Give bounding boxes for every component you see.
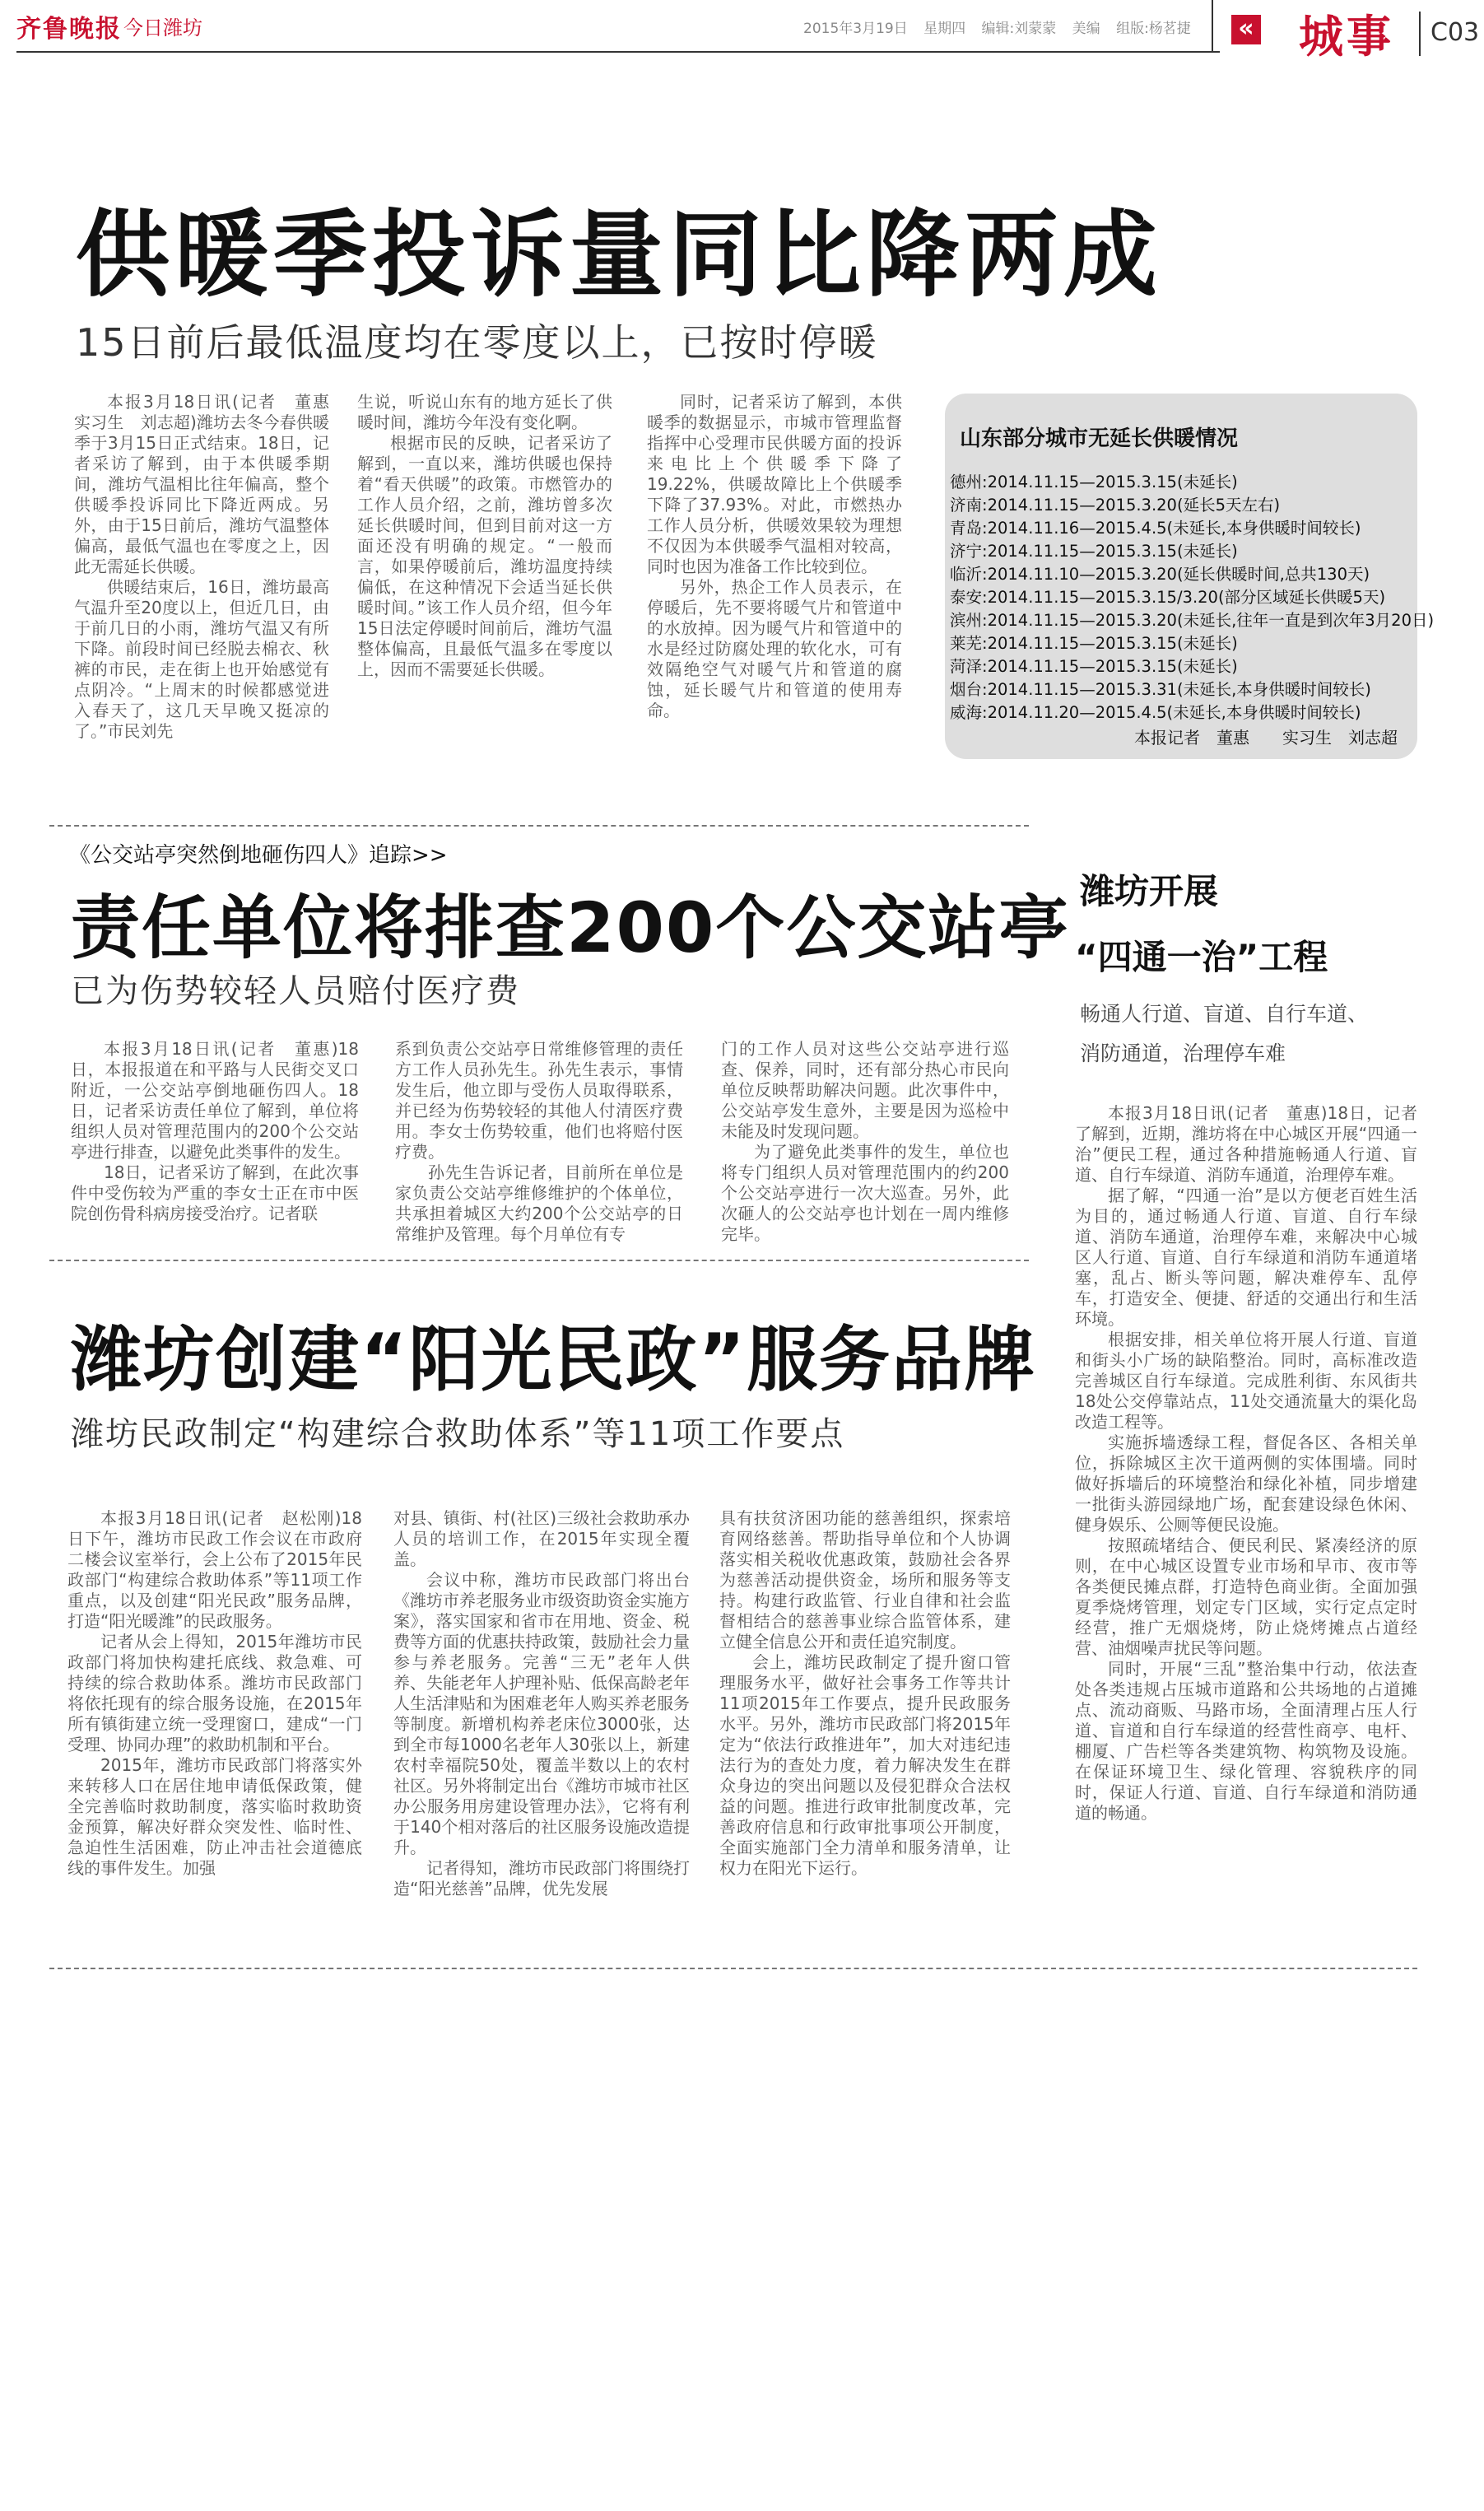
- issue-info: [803, 16, 1203, 37]
- story2-col1-p1: 本报3月18日讯(记者 董惠)18日，本报报道在和平路与人民街交叉口附近，一公交站亭倒地砸伤四人。18日，记者采访责任单位了解到，单位将组织人员对管理范围内的200个公交站亭进行排查，以避免此类事件的发生。: [71, 1039, 359, 1162]
- story3-headline: 潍坊创建“阳光民政”服务品牌: [71, 1319, 1037, 1401]
- newspaper-logo: 齐鲁晚报: [16, 15, 122, 44]
- page-section-title: 城事: [1299, 11, 1394, 63]
- section-label: 今日潍坊: [123, 16, 202, 40]
- story3-col2-p3: 记者得知，潍坊市民政部门将围绕打造“阳光慈善”品牌，优先发展: [393, 1858, 690, 1898]
- story2-column-1: [71, 1039, 359, 1224]
- masthead-divider: [1212, 0, 1213, 53]
- masthead-rule: [16, 51, 1220, 53]
- story3-col3-p1: 具有扶贫济困功能的慈善组织，探索培育网络慈善。帮助指导单位和个人协调落实相关税收优惠政策，鼓励社会各界为慈善活动提供资金，场所和服务等支持。构建行政监管、行业自律和社会监督相结合的慈善事业综合监管体系，建立健全信息公开和责任追究制度。: [719, 1508, 1011, 1651]
- story2-col2-p2: 孙先生告诉记者，目前所在单位是家负责公交站亭维修维护的个体单位，共承担着城区大约200个公交站亭的日常维护及管理。每个月单位有专: [395, 1162, 683, 1244]
- sidebar-headline-2: “四通一治”工程: [1075, 937, 1328, 977]
- story1-col3-p2: 另外，热企工作人员表示，在停暖后，先不要将暖气片和管道中的水放掉。因为暖气片和管道中的水是经过防腐处理的软化水，可有效隔绝空气对暖气片和管道的腐蚀，延长暖气片和管道的使用寿命。: [647, 577, 902, 720]
- story3-column-2: [393, 1508, 690, 1899]
- story2-col3-p2: 为了避免此类事件的发生，单位也将专门组织人员对管理范围内的约200个公交站亭进行一次大巡查。另外，此次砸人的公交站亭也计划在一周内维修完毕。: [721, 1142, 1009, 1244]
- story3-subhead: 潍坊民政制定“构建综合救助体系”等11项工作要点: [71, 1415, 845, 1453]
- sidebar-subhead: [1080, 995, 1368, 1074]
- section-divider: [49, 1260, 1029, 1261]
- info-box-row: 泰安:2014.11.15—2015.3.15/3.20(部分区域延长供暖5天): [950, 588, 1386, 607]
- info-box-title: 山东部分城市无延长供暖情况: [960, 426, 1239, 451]
- story1-column-2: [357, 392, 612, 680]
- sidebar-subhead-line-1: 畅通人行道、盲道、自行车道、: [1080, 1002, 1369, 1026]
- issue-date: 2015年3月19日: [803, 21, 908, 37]
- issue-weekday: 星期四: [923, 21, 966, 37]
- sidebar-p6: 同时，开展“三乱”整治集中行动，依法查处各类违规占压城市道路和公共场地的占道摊点、流动商贩、马路市场，全面清理占压人行道、盲道和自行车绿道的经营性商亭、电杆、棚厦、广告栏等各类建筑物、构筑物及设施。在保证环境卫生、绿化管理、容貌秩序的同时，保证人行道、盲道、自行车绿道和消防通道的畅通。: [1075, 1659, 1417, 1823]
- story3-column-1: [67, 1508, 362, 1879]
- page-number: C03: [1431, 18, 1480, 47]
- section-divider: [49, 825, 1029, 827]
- story1-col1-p2: 供暖结束后，16日，潍坊最高气温升至20度以上，但近几日，由于前几日的小雨，潍坊气温又有所下降。前段时间已经脱去棉衣、秋裤的市民，走在街上也开始感觉有点阴冷。“上周末的时候都感觉进入春天了，这几天早晚又挺凉的了。”市民刘先: [74, 577, 329, 741]
- story3-col1-p1: 本报3月18日讯(记者 赵松刚)18日下午，潍坊市民政工作会议在市政府二楼会议室举行，会上公布了2015年民政部门“构建综合救助体系”等11项工作重点，以及创建“阳光民政”服务品牌，打造“阳光暖潍”的民政服务。: [67, 1508, 362, 1631]
- story2-column-3: [721, 1039, 1009, 1245]
- story2-column-2: [395, 1039, 683, 1245]
- info-box-row: 德州:2014.11.15—2015.3.15(未延长): [950, 473, 1238, 491]
- chevron-left-icon: «: [1231, 15, 1261, 44]
- story3-col3-p2: 会上，潍坊民政制定了提升窗口管理服务水平，做好社会事务工作等共计11项2015年工作要点，提升民政服务水平。另外，潍坊市民政部门将2015年定为“依法行政推进年”，加大对违纪违法行为的查处力度，着力解决发生在群众身边的突出问题以及侵犯群众合法权益的问题。推进行政审批制度改革，完善政府信息和行政审批事项公开制度，全面实施部门全力清单和服务清单，让权力在阳光下运行。: [719, 1652, 1011, 1878]
- story3-col2-p1: 对县、镇街、村(社区)三级社会救助承办人员的培训工作，在2015年实现全覆盖。: [393, 1508, 690, 1569]
- sidebar-p1: 本报3月18日讯(记者 董惠)18日，记者了解到，近期，潍坊将在中心城区开展“四通一治”便民工程，通过各种措施畅通人行道、盲道、自行车绿道、消防车通道，治理停车难。: [1075, 1103, 1417, 1185]
- art-editor-credit: 美编: [1072, 21, 1100, 37]
- story1-column-1: [74, 392, 346, 742]
- story3-col1-p3: 2015年，潍坊市民政部门将落实外来转移人口在居住地申请低保政策，健全完善临时救助制度，落实临时救助资金预算，解决好群众突发性、临时性、急迫性生活困难，防止冲击社会道德底线的事件发生。加强: [67, 1755, 362, 1878]
- sidebar-p2: 据了解，“四通一治”是以方便老百姓生活为目的，通过畅通人行道、盲道、自行车绿道、消防车通道，治理停车难，来解决中心城区人行道、盲道、自行车绿道和消防车通道堵塞，乱占、断头等问题，解决难停车、乱停车，打造安全、便捷、舒适的交通出行和生活环境。: [1075, 1186, 1417, 1329]
- editor-credit: 编辑:刘蒙蒙: [981, 21, 1057, 37]
- info-box-row: 威海:2014.11.20—2015.4.5(未延长,本身供暖时间较长): [950, 703, 1361, 722]
- story3-column-3: [719, 1508, 1011, 1879]
- story1-col3-p1: 同时，记者采访了解到，本供暖季的数据显示，市城市管理监督指挥中心受理市民供暖方面的投诉来电比上个供暖季下降了19.22%，供暖故障比上个供暖季下降了37.93%。对此，市燃热办工作人员分析，供暖效果较为理想不仅因为本供暖季气温相对较高，同时也因为准备工作比较到位。: [647, 392, 902, 576]
- story1-col2-p2: 根据市民的反映，记者采访了解到，一直以来，潍坊供暖也保持着“看天供暖”的政策。市燃管办的工作人员介绍，之前，潍坊曾多次延长供暖时间，但到目前对这一方面还没有明确的规定。“一般而言，如果停暖前后，潍坊温度持续偏低，在这种情况下会适当延长供暖时间。”该工作人员介绍，但今年15日法定停暖时间前后，潍坊气温整体偏高，且最低气温多在零度以上，因而不需要延长供暖。: [357, 433, 612, 679]
- info-box-row: 青岛:2014.11.16—2015.4.5(未延长,本身供暖时间较长): [950, 519, 1361, 538]
- info-box-row: 莱芜:2014.11.15—2015.3.15(未延长): [950, 634, 1238, 653]
- sidebar-p5: 按照疏堵结合、便民利民、紧凑经济的原则，在中心城区设置专业市场和早市、夜市等各类便民摊点群，打造特色商业街。全面加强夏季烧烤管理，划定专门区域，实行定点定时经营，推广无烟烧烤，防止烧烤摊点占道经营、油烟噪声扰民等问题。: [1075, 1535, 1417, 1658]
- story2-col1-p2: 18日，记者采访了解到，在此次事件中受伤较为严重的李女士正在市中医院创伤骨科病房接受治疗。记者联: [71, 1162, 359, 1223]
- story2-headline: 责任单位将排查200个公交站亭: [71, 887, 1070, 968]
- sidebar-subhead-line-2: 消防通道，治理停车难: [1080, 1041, 1286, 1065]
- story2-kicker: 《公交站亭突然倒地砸伤四人》追踪>>: [69, 843, 448, 868]
- story1-column-3: [647, 392, 902, 721]
- story1-col1-p1: 本报3月18日讯(记者 董惠 实习生 刘志超)潍坊去冬今春供暖季于3月15日正式结束。18日，记者采访了解到，由于本供暖季期间，潍坊气温相比往年偏高，整个供暖季投诉同比下降近两成。另外，由于15日前后，潍坊气温整体偏高，最低气温也在零度之上，因此无需延长供暖。: [74, 392, 346, 576]
- sidebar-p4: 实施拆墙透绿工程，督促各区、各相关单位，拆除城区主次干道两侧的实体围墙。同时做好拆墙后的环境整治和绿化补植，同步增建一批街头游园绿地广场，配套建设绿色休闲、健身娱乐、公厕等便民设施。: [1075, 1433, 1417, 1535]
- story2-col2-p1: 系到负责公交站亭日常维修管理的责任方工作人员孙先生。孙先生表示，事情发生后，他立即与受伤人员取得联系，并已经为伤势较轻的其他人付清医疗费用。李女士伤势较重，他们也将赔付医疗费。: [395, 1039, 683, 1162]
- story3-col1-p2: 记者从会上得知，2015年潍坊市民政部门将加快构建托底线、救急难、可持续的综合救助体系。潍坊市民政部门将依托现有的综合服务设施，在2015年所有镇街建立统一受理窗口，建成“一门受理、协同办理”的救助机制和平台。: [67, 1632, 362, 1754]
- sidebar-headline-1: 潍坊开展: [1080, 871, 1219, 911]
- story3-col2-p2: 会议中称，潍坊市民政部门将出台《潍坊市养老服务业市级资助资金实施方案》，落实国家和省市在用地、资金、税费等方面的优惠扶持政策，鼓励社会力量参与养老服务。完善“三无”老年人供养、失能老年人护理补贴、低保高龄老年人生活津贴和为困难老年人购买养老服务等制度。新增机构养老床位3000张，达到全市每1000名老年人30张以上，新建农村幸福院50处，覆盖半数以上的农村社区。另外将制定出台《潍坊市城市社区办公服务用房建设管理办法》，它将有利于140个相对落后的社区服务设施改造提升。: [393, 1570, 690, 1857]
- story1-subhead: 15日前后最低温度均在零度以上，已按时停暖: [76, 320, 878, 365]
- story2-subhead: 已为伤势较轻人员赔付医疗费: [71, 972, 520, 1010]
- sidebar-body: [1075, 1103, 1417, 1824]
- info-box-row: 烟台:2014.11.15—2015.3.31(未延长,本身供暖时间较长): [950, 680, 1371, 699]
- story1-headline: 供暖季投诉量同比降两成: [76, 200, 1163, 310]
- info-box-row: 菏泽:2014.11.15—2015.3.15(未延长): [950, 657, 1238, 676]
- page-number-divider: [1419, 12, 1421, 56]
- info-box-row: 济南:2014.11.15—2015.3.20(延长5天左右): [950, 496, 1281, 515]
- story1-col2-p1: 生说，听说山东有的地方延长了供暖时间，潍坊今年没有变化啊。: [357, 392, 612, 432]
- story2-col3-p1: 门的工作人员对这些公交站亭进行巡查、保养，同时，还有部分热心市民向单位反映帮助解决问题。此次事件中，公交站亭发生意外，主要是因为巡检中未能及时发现问题。: [721, 1039, 1009, 1141]
- info-box-byline: 本报记者 董惠 实习生 刘志超: [1134, 728, 1398, 748]
- sidebar-p3: 根据安排，相关单位将开展人行道、盲道和街头小广场的缺陷整治。同时，高标准改造完善城区自行车绿道。完成胜利街、东风街共18处公交停靠站点，11处交通流量大的渠化岛改造工程等。: [1075, 1330, 1417, 1432]
- info-box-row: 滨州:2014.11.15—2015.3.20(未延长,往年一直是到次年3月20日): [950, 611, 1435, 630]
- page-bottom-divider: [49, 1968, 1417, 1969]
- info-box-row: 临沂:2014.11.10—2015.3.20(延长供暖时间,总共130天): [950, 565, 1370, 584]
- layout-credit: 组版:杨茗捷: [1116, 21, 1191, 37]
- info-box-row: 济宁:2014.11.15—2015.3.15(未延长): [950, 542, 1238, 561]
